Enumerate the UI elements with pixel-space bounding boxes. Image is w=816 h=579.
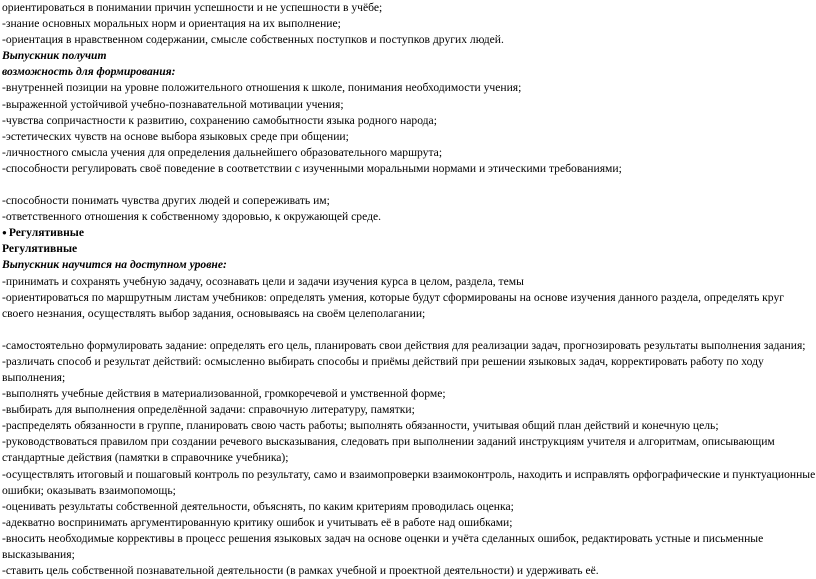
text-line: -способности понимать чувства других людей и сопереживать им; (2, 194, 330, 208)
text-line: -выполнять учебные действия в материализованной, громкоречевой и умственной форме; (2, 387, 446, 401)
section-heading-regulatory: Регулятивные (2, 242, 78, 256)
text-line: -способности регулировать своё поведение в соответствии с изученными моральными нормами и этическими требованиями; (2, 161, 622, 175)
text-line: -личностного смысла учения для определения дальнейшего образовательного маршрута; (2, 145, 443, 159)
bullet-heading-label: Регулятивные (8, 226, 84, 240)
text-paragraph: -распределять обязанности в группе, планировать свою часть работы; выполнять обязанности, учитывая общий план действий и конечную цель; (2, 419, 719, 433)
text-line: -выраженной устойчивой учебно-познавательной мотивации учения; (2, 97, 344, 111)
blank-line (2, 177, 816, 193)
text-line: -чувства сопричастности к развитию, сохранению самобытности языка родного народа; (2, 113, 437, 127)
subheading-graduate-will-have: Выпускник получит (2, 49, 107, 63)
text-line: -адекватно воспринимать аргументированную критику ошибок и учитывать её в работе над ошибками; (2, 515, 513, 529)
text-line: -ставить цель собственной познавательной деятельности (в рамках учебной и проектной деятельности) и удерживать её. (2, 564, 599, 578)
text-line: -ответственного отношения к собственному здоровью, к окружающей среде. (2, 210, 382, 224)
text-line: -оценивать результаты собственной деятельности, объяснять, по каким критериям проводилась оценка; (2, 499, 514, 513)
subheading-graduate-will-learn: Выпускник научится на доступном уровне: (2, 258, 227, 272)
text-paragraph: -вносить необходимые коррективы в процесс решения языковых задач на основе оценки и учёта сделанных ошибок, редактировать устные и письменные высказывания; (2, 531, 764, 561)
blank-line (2, 322, 816, 338)
text-line: -знание основных моральных норм и ориентация на их выполнение; (2, 17, 341, 31)
bullet-heading (2, 225, 816, 241)
text-paragraph: -самостоятельно формулировать задание: определять его цель, планировать свои действия для реализации задач, прогнозировать результаты выполнения задания; (2, 338, 806, 352)
bullet-icon: ● (2, 228, 7, 238)
text-line: ориентироваться в понимании причин успешности и не успешности в учёбе; (2, 1, 383, 14)
text-line: -ориентация в нравственном содержании, смысле собственных поступков и поступков других людей. (2, 33, 504, 47)
text-line: -эстетических чувств на основе выбора языковых среде при общении; (2, 129, 349, 143)
text-line: -внутренней позиции на уровне положительного отношения к школе, понимания необходимости учения; (2, 81, 522, 95)
text-paragraph: -ориентироваться по маршрутным листам учебников: определять умения, которые будут сформированы на основе изучения данного раздела, определять круг своего незнания, осуществлять выбор задания, основываясь на своём целеполагании; (2, 290, 784, 320)
text-paragraph: -различать способ и результат действий: осмысленно выбирать способы и приёмы действий при решении языковых задач, корректировать работу по ходу выполнения; (2, 354, 764, 384)
subheading-opportunity: возможность для формирования: (2, 65, 176, 79)
text-line: -выбирать для выполнения определённой задачи: справочную литературу, памятки; (2, 403, 415, 417)
text-paragraph: -осуществлять итоговый и пошаговый контроль по результату, само и взаимопроверки взаимоконтроль, находить и исправлять орфографические и пунктуационные ошибки; оказывать взаимопомощь; (2, 467, 816, 497)
text-line: -принимать и сохранять учебную задачу, осознавать цели и задачи изучения курса в целом, раздела, темы (2, 274, 524, 288)
text-paragraph: -руководствоваться правилом при создании речевого высказывания, следовать при выполнении заданий инструкциям учителя и алгоритмам, описывающим стандартные действия (памятки в справочнике учебника); (2, 435, 775, 465)
